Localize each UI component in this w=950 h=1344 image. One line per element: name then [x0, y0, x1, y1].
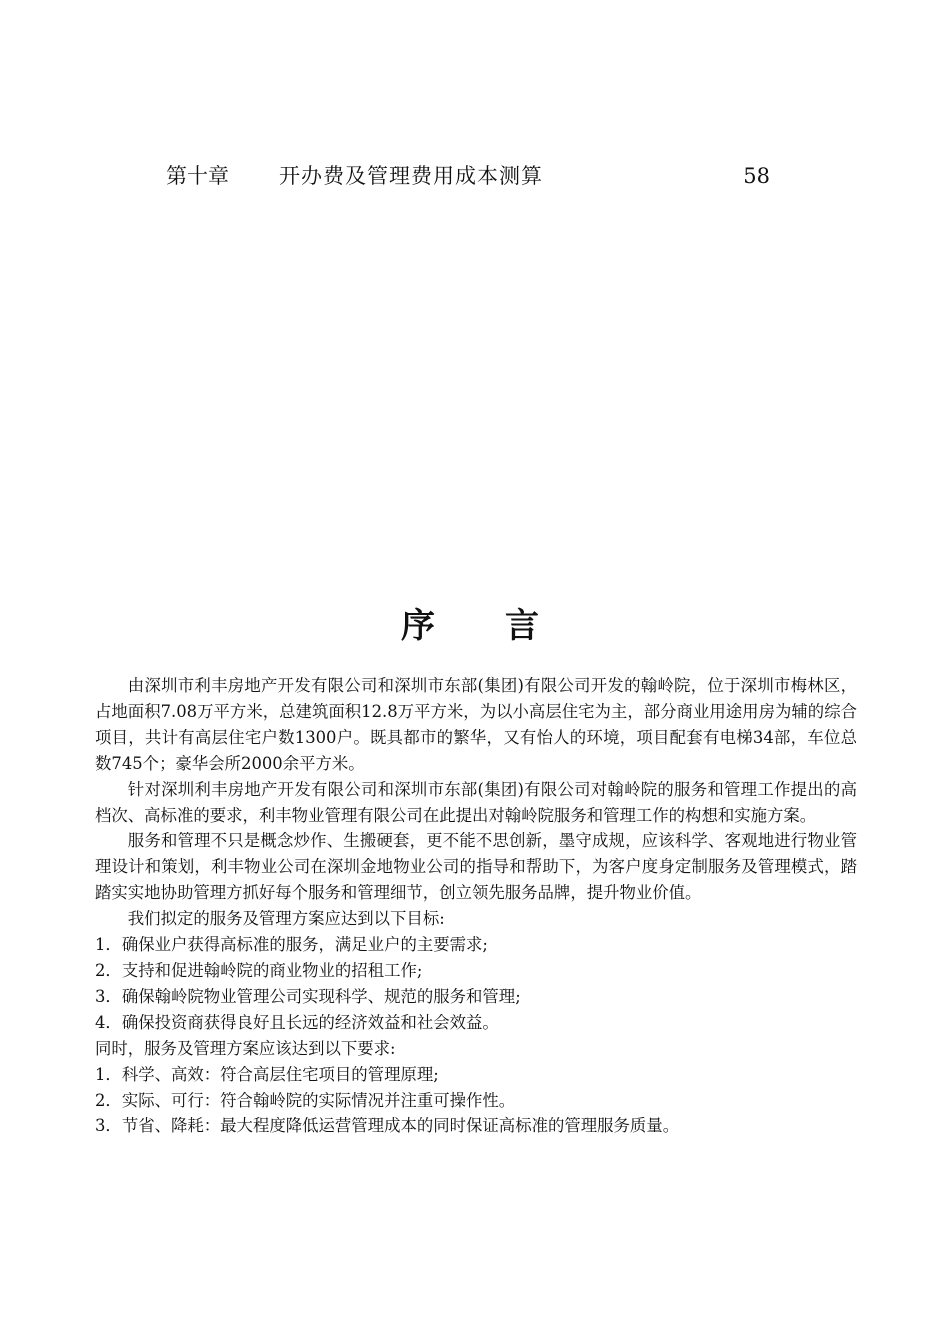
toc-chapter-number: 第十章	[166, 164, 229, 188]
toc-page-number: 58	[743, 164, 770, 188]
goals-intro: 我们拟定的服务及管理方案应达到以下目标:	[127, 909, 445, 929]
goal-item: 4．确保投资商获得良好且长远的经济效益和社会效益。	[95, 1012, 499, 1032]
goal-item: 2．支持和促进翰岭院的商业物业的招租工作;	[95, 960, 423, 980]
goal-item: 1．确保业户获得高标准的服务，满足业户的主要需求;	[95, 935, 488, 955]
toc-entry	[166, 160, 778, 192]
preface-body	[95, 673, 857, 1139]
goal-item: 3．确保翰岭院物业管理公司实现科学、规范的服务和管理;	[95, 986, 521, 1006]
paragraph-proposal-purpose: 针对深圳利丰房地产开发有限公司和深圳市东部(集团)有限公司对翰岭院的服务和管理工作提出的高档次、高标准的要求，利丰物业管理有限公司在此提出对翰岭院服务和管理工作的构想和实施方案。	[95, 779, 857, 825]
paragraph-project-intro: 由深圳市利丰房地产开发有限公司和深圳市东部(集团)有限公司开发的翰岭院，位于深圳市梅林区，占地面积7.08万平方米，总建筑面积12.8万平方米，为以小高层住宅为主，部分商业用途用房为辅的综合项目，共计有高层住宅户数1300户。既具都市的繁华，又有怡人的环境，项目配套有电梯34部，车位总数745个；豪华会所2000余平方米。	[95, 676, 857, 773]
toc-chapter-title: 开办费及管理费用成本测算	[279, 164, 543, 188]
requirement-item: 2．实际、可行：符合翰岭院的实际情况并注重可操作性。	[95, 1090, 516, 1110]
paragraph-service-philosophy: 服务和管理不只是概念炒作、生搬硬套，更不能不思创新，墨守成规，应该科学、客观地进行物业管理设计和策划，利丰物业公司在深圳金地物业公司的指导和帮助下，为客户度身定制服务及管理模式，踏踏实实地协助管理方抓好每个服务和管理细节，创立领先服务品牌，提升物业价值。	[95, 831, 857, 903]
requirement-item: 3．节省、降耗：最大程度降低运营管理成本的同时保证高标准的管理服务质量。	[95, 1116, 680, 1136]
requirements-intro: 同时，服务及管理方案应该达到以下要求:	[95, 1038, 396, 1058]
preface-heading: 序言	[401, 606, 609, 646]
requirement-item: 1．科学、高效：符合高层住宅项目的管理原理;	[95, 1064, 439, 1084]
